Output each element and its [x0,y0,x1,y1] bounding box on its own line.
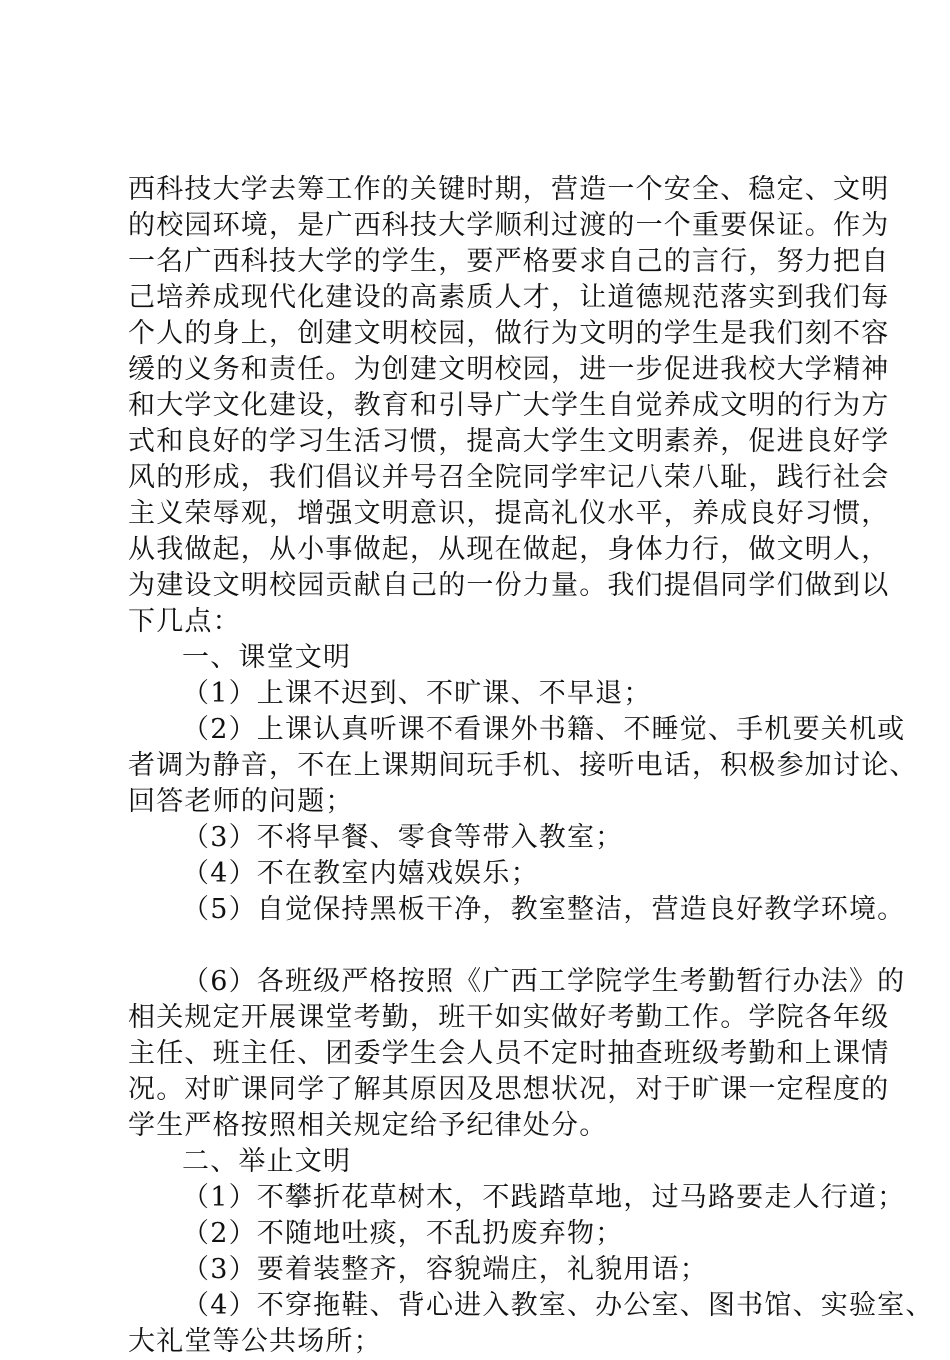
blank-line [128,928,844,964]
section-heading-classroom: 一、课堂文明 [182,642,352,673]
list-item: （2）不随地吐痰，不乱扔废弃物； [182,1218,624,1249]
list-item-continuation: 回答老师的问题； [128,786,354,817]
intro-line: 一名广西科技大学的学生，要严格要求自己的言行，努力把自 [128,246,890,277]
intro-line: 缓的义务和责任。为创建文明校园，进一步促进我校大学精神 [128,354,890,385]
intro-line: 个人的身上，创建文明校园，做行为文明的学生是我们刻不容 [128,318,890,349]
list-item-continuation: 主任、班主任、团委学生会人员不定时抽查班级考勤和上课情 [128,1038,890,1069]
list-item-continuation: 学生严格按照相关规定给予纪律处分。 [128,1110,608,1141]
intro-line: 的校园环境，是广西科技大学顺利过渡的一个重要保证。作为 [128,210,890,241]
intro-line: 式和良好的学习生活习惯，提高大学生文明素养，促进良好学 [128,426,890,457]
list-item-continuation: 况。对旷课同学了解其原因及思想状况，对于旷课一定程度的 [128,1074,890,1105]
intro-line: 和大学文化建设，教育和引导广大学生自觉养成文明的行为方 [128,390,890,421]
intro-line: 为建设文明校园贡献自己的一份力量。我们提倡同学们做到以 [128,570,890,601]
list-item-continuation: 大礼堂等公共场所； [128,1326,382,1357]
list-item: （3）要着装整齐，容貌端庄，礼貌用语； [182,1254,708,1285]
intro-line: 主义荣辱观，增强文明意识，提高礼仪水平，养成良好习惯， [128,498,890,529]
document-body [128,172,934,1360]
list-item: （6）各班级严格按照《广西工学院学生考勤暂行办法》的 [182,966,906,997]
list-item: （5）自觉保持黑板干净，教室整洁，营造良好教学环境。 [182,894,906,925]
list-item: （2）上课认真听课不看课外书籍、不睡觉、手机要关机或 [182,714,906,745]
intro-line: 己培养成现代化建设的高素质人才，让道德规范落实到我们每 [128,282,890,313]
list-item: （3）不将早餐、零食等带入教室； [182,822,624,853]
intro-line: 下几点： [128,606,241,637]
list-item: （1）不攀折花草树木，不践踏草地，过马路要走人行道； [182,1182,906,1213]
list-item-continuation: 相关规定开展课堂考勤，班干如实做好考勤工作。学院各年级 [128,1002,890,1033]
list-item: （1）上课不迟到、不旷课、不早退； [182,678,652,709]
section-heading-conduct: 二、举止文明 [182,1146,352,1177]
list-item: （4）不在教室内嬉戏娱乐； [182,858,539,889]
intro-line: 从我做起，从小事做起，从现在做起，身体力行，做文明人， [128,534,890,565]
intro-line: 风的形成，我们倡议并号召全院同学牢记八荣八耻，践行社会 [128,462,890,493]
intro-line: 西科技大学去筹工作的关键时期，营造一个安全、稳定、文明 [128,174,890,205]
list-item-continuation: 者调为静音，不在上课期间玩手机、接听电话，积极参加讨论、 [128,750,918,781]
list-item: （4）不穿拖鞋、背心进入教室、办公室、图书馆、实验室、 [182,1290,934,1321]
